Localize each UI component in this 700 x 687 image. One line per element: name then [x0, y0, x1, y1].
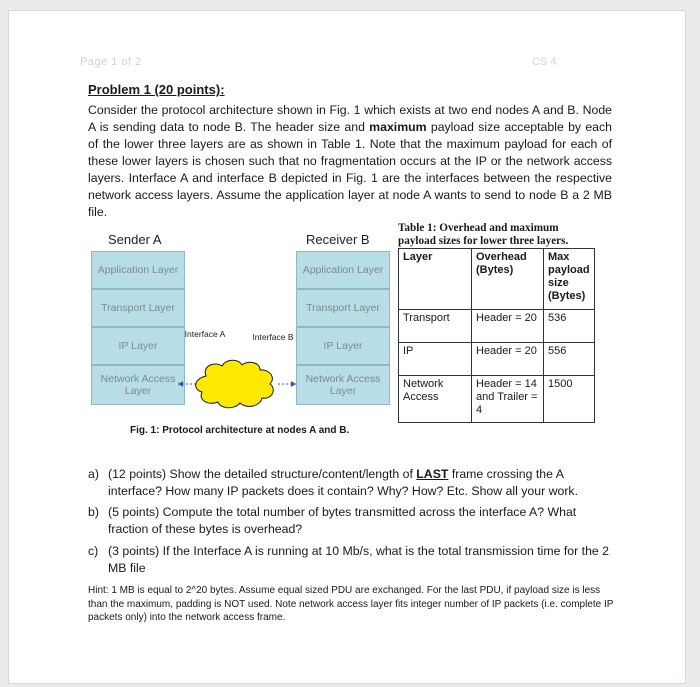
layer-label: IP Layer	[323, 340, 363, 352]
question-text: (3 points) If the Interface A is running at 10 Mb/s, what is the total transmission time for the 2 MB file	[108, 544, 610, 575]
table-cell: Transport	[399, 310, 472, 343]
cloud-icon	[196, 360, 274, 408]
overhead-table	[398, 248, 595, 423]
table-cell: 536	[544, 310, 595, 343]
layer-label: Network Access Layer	[305, 373, 381, 397]
question-text	[108, 466, 614, 500]
table-header-row	[399, 249, 595, 310]
arrow-right-head	[291, 381, 296, 387]
table-header-cell: Layer	[399, 249, 472, 310]
arrow-left-head	[178, 381, 183, 387]
sender-ip-layer	[91, 327, 185, 365]
table-cell: Header = 14 and Trailer = 4	[472, 376, 544, 423]
table-cell: 1500	[544, 376, 595, 423]
table-cell: 556	[544, 343, 595, 376]
receiver-network-access-layer	[296, 365, 390, 405]
layer-label: Transport Layer	[306, 302, 380, 314]
sender-network-access-layer	[91, 365, 185, 405]
hint-text: Hint: 1 MB is equal to 2^20 bytes. Assume equal sized PDU are exchanged. For the last PDU, if payload size is less than the maximum, padding is NOT used. Note network access layer fits integer number of IP packets (i.e. complete IP packets only) into the network access frame.	[88, 585, 614, 623]
interface-b-label: Interface B	[252, 332, 294, 342]
question-id: b)	[88, 505, 99, 519]
intro-text-2: payload size acceptable by each of the lower three layers are as shown in Table 1. Note that the maximum payload for each of these lower layers is chosen such that no fragmentation occurs at the IP or the network access layers. Interface A and interface B depicted in Fig. 1 are the interfaces between the respective network access layers. Assume the application layer at node A wants to send to node B a 2 MB file.	[88, 120, 612, 219]
table-row	[399, 343, 595, 376]
table-cell: IP	[399, 343, 472, 376]
intro-text-1: Consider the protocol architecture shown in Fig. 1 which exists at two end nodes A and B. Node A is sending data to node B. The header size and	[88, 103, 612, 134]
problem-title: Problem 1 (20 points):	[88, 82, 225, 97]
question-b	[88, 504, 614, 538]
network-cloud-diagram	[176, 356, 300, 414]
sender-transport-layer	[91, 289, 185, 327]
table-header-cell: Overhead (Bytes)	[472, 249, 544, 310]
problem-intro	[88, 102, 612, 221]
question-id: c)	[88, 544, 99, 558]
interface-a-label: Interface A	[184, 329, 226, 339]
layer-label: Network Access Layer	[100, 373, 176, 397]
question-text: (5 points) Compute the total number of bytes transmitted across the interface A? What fraction of these bytes is overhead?	[108, 505, 577, 536]
table-row	[399, 376, 595, 423]
faded-header-left: Page 1 of 2	[80, 56, 142, 68]
sender-title: Sender A	[108, 232, 162, 247]
receiver-transport-layer	[296, 289, 390, 327]
question-text-part: (12 points) Show the detailed structure/content/length of	[108, 467, 417, 481]
layer-label: Application Layer	[97, 264, 179, 276]
faded-header-right: CS 4	[532, 56, 557, 68]
table-cell: Network Access	[399, 376, 472, 423]
question-a	[88, 466, 614, 500]
layer-label: Transport Layer	[101, 302, 175, 314]
table-caption: Table 1: Overhead and maximum payload sizes for lower three layers.	[398, 222, 569, 247]
table-header-cell: Max payload size (Bytes)	[544, 249, 595, 310]
question-c	[88, 543, 614, 577]
table-cell: Header = 20	[472, 310, 544, 343]
layer-label: Application Layer	[302, 264, 384, 276]
receiver-ip-layer	[296, 327, 390, 365]
receiver-application-layer	[296, 251, 390, 289]
table-cell: Header = 20	[472, 343, 544, 376]
layer-label: IP Layer	[118, 340, 158, 352]
question-text-part: frame crossing the A interface? How many IP packets does it contain? Why? How? Etc. Show all your work.	[108, 467, 579, 498]
sender-application-layer	[91, 251, 185, 289]
intro-bold-word: maximum	[369, 120, 427, 134]
table-row	[399, 310, 595, 343]
question-emphasis: LAST	[416, 467, 449, 481]
figure-caption: Fig. 1: Protocol architecture at nodes A and B.	[130, 425, 350, 436]
receiver-title: Receiver B	[306, 232, 370, 247]
question-id: a)	[88, 467, 99, 481]
